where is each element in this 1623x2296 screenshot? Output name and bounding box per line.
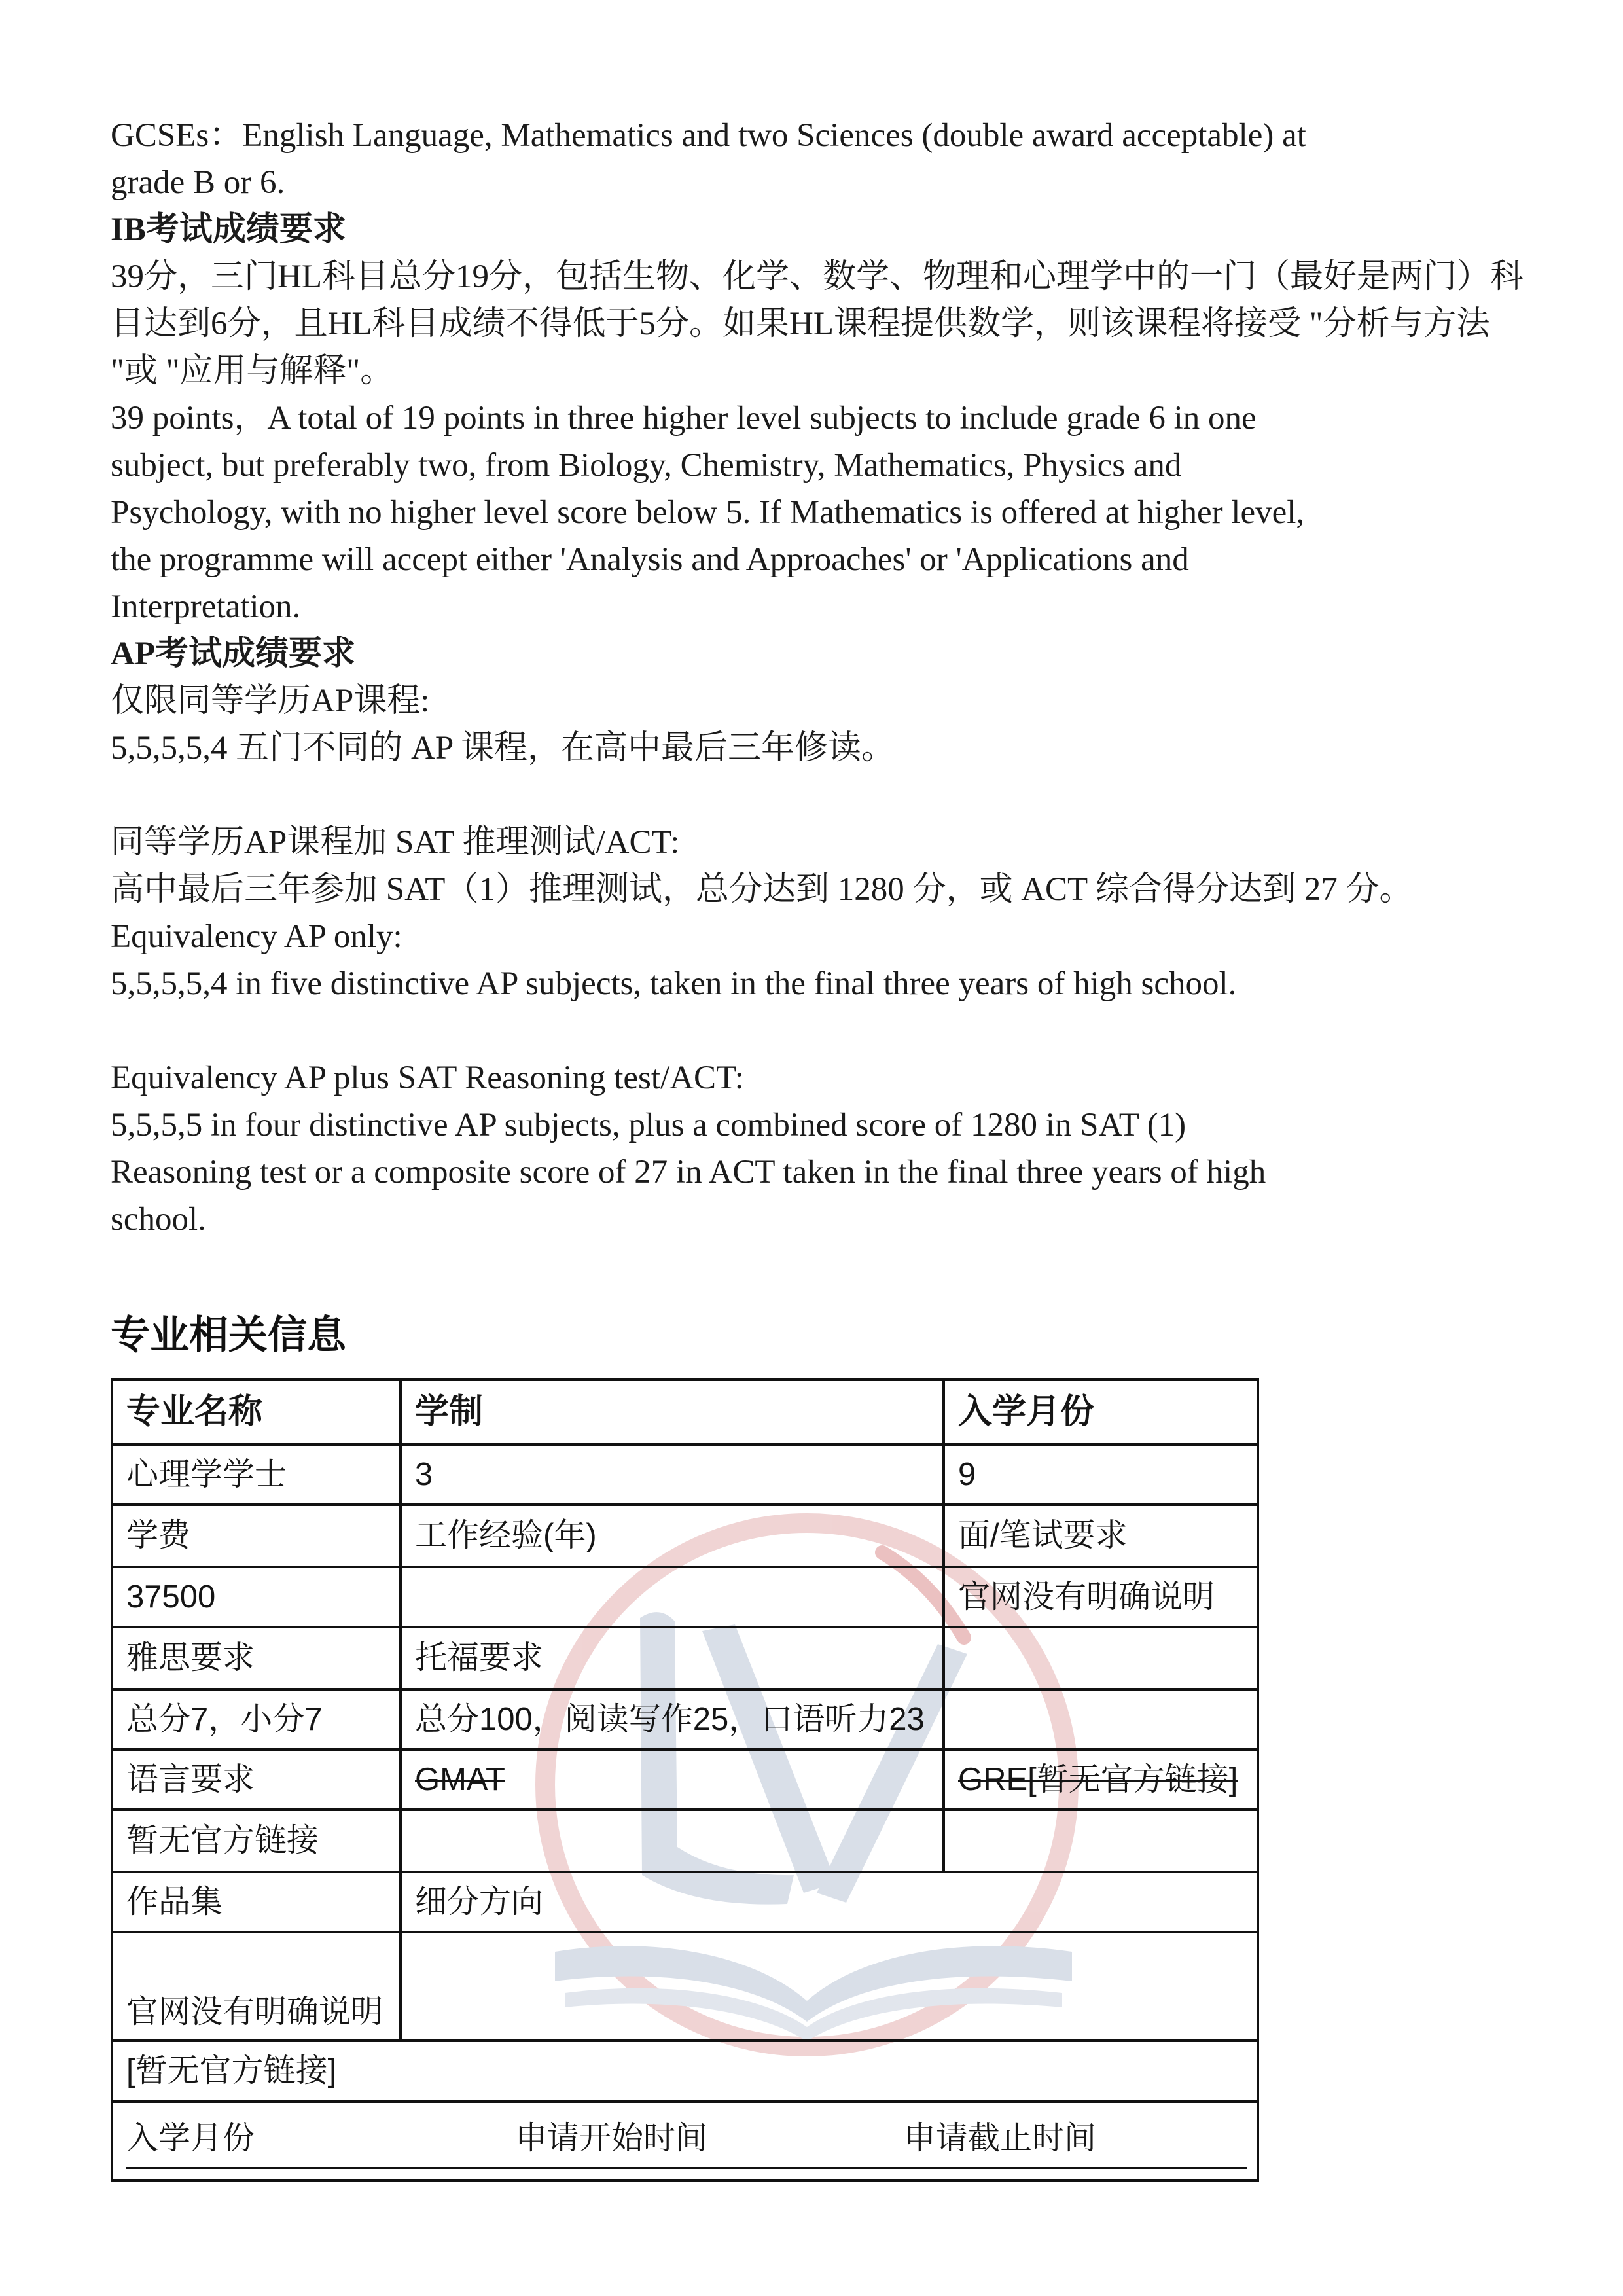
blank-line <box>111 1007 1550 1054</box>
ap-en-plus-line: Reasoning test or a composite score of 27 in ACT taken in the final three years of high <box>111 1154 1266 1191</box>
ap-cn-only-text: 5,5,5,5,4 五门不同的 AP 课程，在高中最后三年修读。 <box>111 730 895 766</box>
application-dates-row <box>112 2102 1258 2181</box>
ib-heading: IB考试成绩要求 <box>111 211 346 248</box>
intake-month-value: 9 <box>944 1444 1258 1505</box>
tuition-label: 学费 <box>112 1505 401 1567</box>
empty-cell <box>944 1627 1258 1689</box>
table-row <box>112 1444 1258 1505</box>
gmat-label <box>401 1749 944 1810</box>
table-row <box>112 1689 1258 1749</box>
ib-cn-line: 39分，三门HL科目总分19分，包括生物、化学、数学、物理和心理学中的一门（最好是两门）科 <box>111 259 1524 295</box>
ap-en-only-text: 5,5,5,5,4 in five distinctive AP subjects, taken in the final three years of high school. <box>111 965 1237 1002</box>
table-row <box>112 1505 1258 1567</box>
work-experience-value <box>401 1567 944 1627</box>
program-name-value: 心理学学士 <box>112 1444 401 1505</box>
ib-cn-line: "或 "应用与解释"。 <box>111 353 394 389</box>
gre-label-text: GRE[暂无官方链接] <box>958 1761 1238 1797</box>
application-header-divider <box>126 2167 1247 2169</box>
gre-value <box>944 1810 1258 1872</box>
ib-en-line: subject, but preferably two, from Biology, Chemistry, Mathematics, Physics and <box>111 447 1182 484</box>
ielts-value: 总分7，小分7 <box>112 1689 401 1749</box>
program-info-table <box>111 1378 1259 2182</box>
empty-cell <box>944 1689 1258 1749</box>
table-row <box>112 1810 1258 1872</box>
blank-line <box>111 772 1550 819</box>
table-row <box>112 1932 1258 2041</box>
interview-label: 面/笔试要求 <box>944 1505 1258 1567</box>
application-intake-header: 入学月份 <box>126 2121 255 2156</box>
header-duration: 学制 <box>401 1380 944 1444</box>
application-start-header: 申请开始时间 <box>515 2121 708 2156</box>
header-intake-month: 入学月份 <box>944 1380 1258 1444</box>
ib-cn-line: 目达到6分，且HL科目成绩不得低于5分。如果HL课程提供数学，则该课程将接受 "分析与方法 <box>111 306 1490 342</box>
specialization-value <box>401 1932 1258 2041</box>
table-row <box>112 1567 1258 1627</box>
language-value: 暂无官方链接 <box>112 1810 401 1872</box>
header-program-name: 专业名称 <box>112 1380 401 1444</box>
section-title: 专业相关信息 <box>111 1313 346 1357</box>
ap-cn-plus-label: 同等学历AP课程加 SAT 推理测试/ACT: <box>111 824 680 861</box>
portfolio-value: 官网没有明确说明 <box>112 1932 401 2041</box>
duration-value: 3 <box>401 1444 944 1505</box>
ap-en-only-label: Equivalency AP only: <box>111 918 402 955</box>
ib-en-line: 39 points，A total of 19 points in three higher level subjects to include grade 6 in one <box>111 400 1257 437</box>
application-dates-cell <box>112 2102 1258 2181</box>
portfolio-label: 作品集 <box>112 1872 401 1932</box>
ap-heading: AP考试成绩要求 <box>111 636 355 672</box>
ielts-label: 雅思要求 <box>112 1627 401 1689</box>
table-row <box>112 1749 1258 1810</box>
link-note: [暂无官方链接] <box>112 2041 1258 2102</box>
tuition-value: 37500 <box>112 1567 401 1627</box>
interview-value: 官网没有明确说明 <box>944 1567 1258 1627</box>
admission-requirements-text <box>111 112 1550 1243</box>
ib-en-line: Psychology, with no higher level score below 5. If Mathematics is offered at higher level, <box>111 494 1305 531</box>
ap-en-plus-label: Equivalency AP plus SAT Reasoning test/ACT: <box>111 1060 744 1096</box>
ap-cn-only-label: 仅限同等学历AP课程: <box>111 683 430 719</box>
toefl-label: 托福要求 <box>401 1627 944 1689</box>
work-experience-label: 工作经验(年) <box>401 1505 944 1567</box>
table-row <box>112 1627 1258 1689</box>
gcse-line: GCSEs：English Language, Mathematics and two Sciences (double award acceptable) at <box>111 117 1306 154</box>
toefl-value: 总分100，阅读写作25，口语听力23 <box>401 1689 944 1749</box>
specialization-label: 细分方向 <box>401 1872 1258 1932</box>
ib-en-line: the programme will accept either 'Analysis and Approaches' or 'Applications and <box>111 541 1189 578</box>
ib-en-line: Interpretation. <box>111 588 301 625</box>
gre-label <box>944 1749 1258 1810</box>
gmat-value <box>401 1810 944 1872</box>
table-header-row <box>112 1380 1258 1444</box>
ap-en-plus-line: 5,5,5,5 in four distinctive AP subjects, plus a combined score of 1280 in SAT (1) <box>111 1107 1186 1143</box>
gmat-label-text: GMAT <box>415 1761 505 1797</box>
table-row <box>112 1872 1258 1932</box>
gcse-line: grade B or 6. <box>111 164 285 201</box>
table-row <box>112 2041 1258 2102</box>
language-label: 语言要求 <box>112 1749 401 1810</box>
ap-cn-plus-text: 高中最后三年参加 SAT（1）推理测试，总分达到 1280 分，或 ACT 综合得分达到 27 分。 <box>111 871 1413 908</box>
ap-en-plus-line: school. <box>111 1201 206 1238</box>
application-deadline-header: 申请截止时间 <box>904 2121 1097 2156</box>
